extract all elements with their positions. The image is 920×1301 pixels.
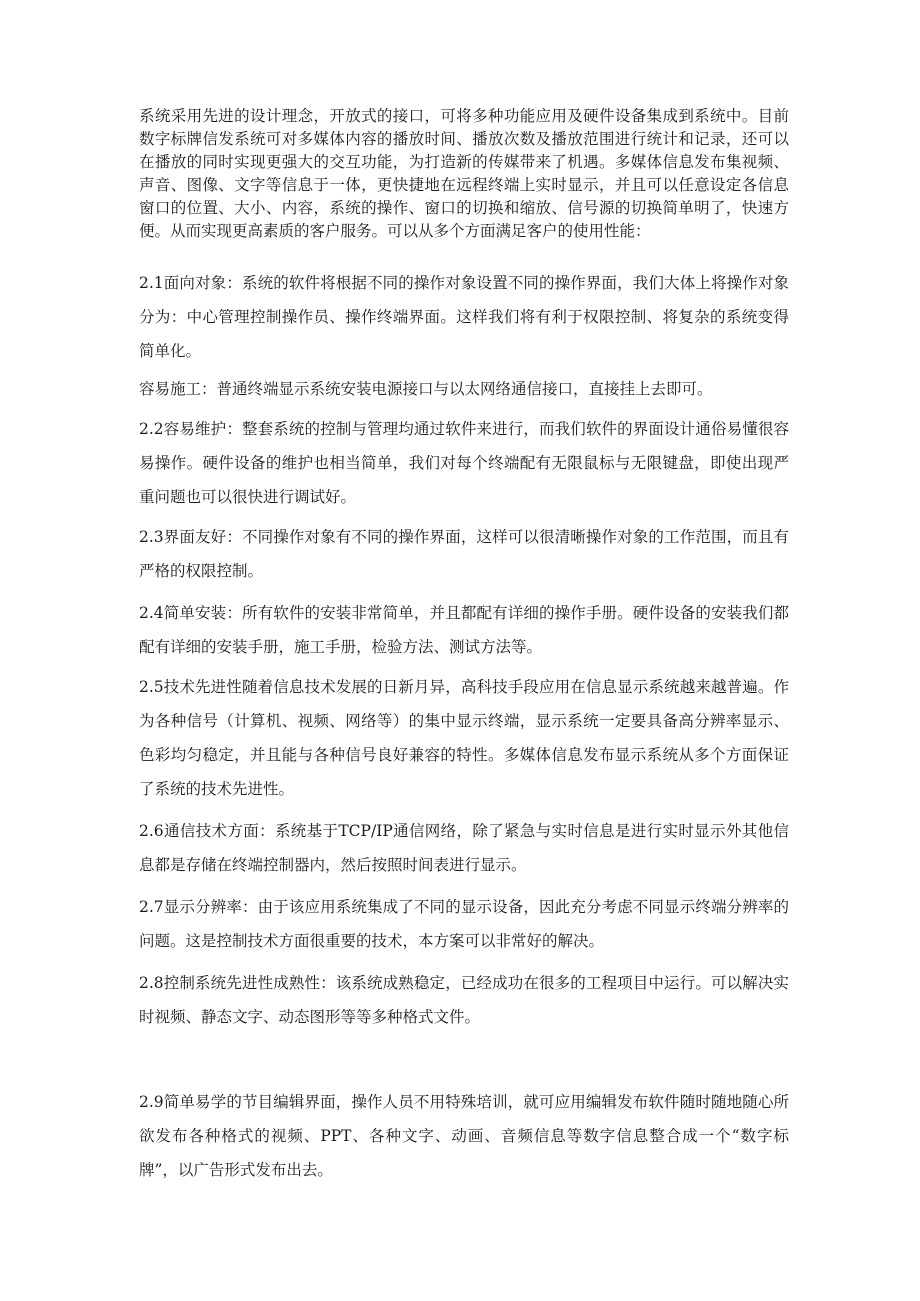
section-2-8-control-maturity: 2.8控制系统先进性成熟性：该系统成熟稳定，已经成功在很多的工程项目中运行。可以解决实时视频、静态文字、动态图形等等多种格式文件。	[139, 974, 789, 1026]
section-2-6-communication: 2.6通信技术方面：系统基于TCP/IP通信网络，除了紧急与实时信息是进行实时显示外其他信息都是存储在终端控制器内，然后按照时间表进行显示。	[139, 822, 789, 874]
intro-paragraph: 系统采用先进的设计理念，开放式的接口，可将多种功能应用及硬件设备集成到系统中。目前数字标牌信发系统可对多媒体内容的播放时间、播放次数及播放范围进行统计和记录，还可以在播放的同时实现更强大的交互功能，为打造新的传媒带来了机遇。多媒体信息发布集视频、声音、图像、文字等信息于一体，更快捷地在远程终端上实时显示，并且可以任意设定各信息窗口的位置、大小、内容，系统的操作、窗口的切换和缩放、信号源的切换简单明了，快速方便。从而实现更高素质的客户服务。可以从多个方面满足客户的使用性能：	[139, 107, 789, 240]
section-2-9-program-editor: 2.9简单易学的节目编辑界面，操作人员不用特殊培训，就可应用编辑发布软件随时随地随心所欲发布各种格式的视频、PPT、各种文字、动画、音频信息等数字信息整合成一个“数字标牌”，以广告形式发布出去。	[139, 1093, 789, 1179]
section-2-4-simple-install: 2.4简单安装：所有软件的安装非常简单，并且都配有详细的操作手册。硬件设备的安装我们都配有详细的安装手册，施工手册，检验方法、测试方法等。	[139, 604, 789, 656]
section-2-2-easy-maintenance: 2.2容易维护：整套系统的控制与管理均通过软件来进行，而我们软件的界面设计通俗易懂很容易操作。硬件设备的维护也相当简单，我们对每个终端配有无限鼠标与无限键盘，即使出现严重问题也可以很快进行调试好。	[139, 420, 789, 506]
section-2-3-friendly-interface: 2.3界面友好：不同操作对象有不同的操作界面，这样可以很清晰操作对象的工作范围，而且有严格的权限控制。	[139, 528, 789, 580]
section-2-7-display-resolution: 2.7显示分辨率：由于该应用系统集成了不同的显示设备，因此充分考虑不同显示终端分辨率的问题。这是控制技术方面很重要的技术，本方案可以非常好的解决。	[139, 898, 789, 950]
section-2-5-tech-advanced: 2.5技术先进性随着信息技术发展的日新月异，高科技手段应用在信息显示系统越来越普遍。作为各种信号（计算机、视频、网络等）的集中显示终端，显示系统一定要具备高分辨率显示、色彩均匀稳定，并且能与各种信号良好兼容的特性。多媒体信息发布显示系统从多个方面保证了系统的技术先进性。	[139, 678, 789, 798]
section-2-1-object-oriented: 2.1面向对象：系统的软件将根据不同的操作对象设置不同的操作界面，我们大体上将操作对象分为：中心管理控制操作员、操作终端界面。这样我们将有利于权限控制、将复杂的系统变得简单化。	[139, 274, 789, 360]
easy-construction-paragraph: 容易施工：普通终端显示系统安装电源接口与以太网络通信接口，直接挂上去即可。	[139, 380, 713, 398]
